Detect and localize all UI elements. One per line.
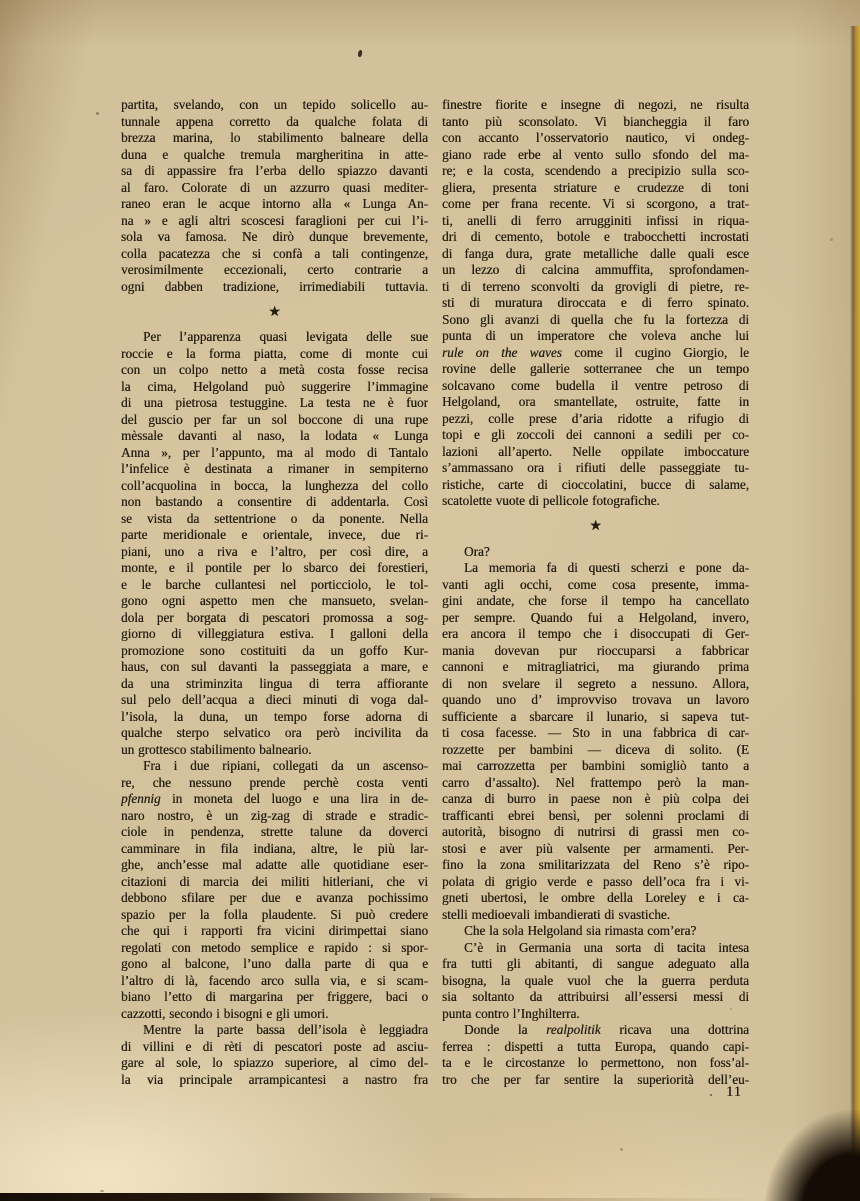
text-line: roccie e la forma piatta, come di monte cui	[121, 345, 428, 361]
paragraph	[442, 544, 749, 561]
paragraph	[442, 923, 749, 940]
text-line: raneo eran le acque intorno alla « Lunga An-	[121, 196, 428, 211]
text-line: topi e gli zoccoli dei cannoni a sedili per co-	[442, 427, 749, 442]
text-line: di fanga dura, grate metalliche dalle quali esce	[442, 245, 749, 261]
text-line: naro nostro, è un zig-zag di strade e stradic-	[121, 807, 428, 823]
text-line: Anna », per l’appunto, ma al modo di Tantalo	[121, 444, 428, 460]
paper-speck	[620, 1148, 623, 1151]
star-icon: ★	[589, 519, 602, 534]
text-line: biano l’etto di margarina per friggere, baci o	[121, 989, 428, 1004]
text-line: mai carrozzetta per bambini somigliò tanto a	[442, 758, 749, 773]
text-line: rovine delle gallerie sotterranee che un tempo	[442, 361, 749, 376]
text-line: ta e le circostanze lo permettono, non foss’al-	[442, 1055, 749, 1070]
paragraph	[121, 758, 428, 1022]
section-separator	[442, 510, 749, 544]
text-line: l’isola, la duna, un tempo forse adorna di	[121, 708, 428, 724]
text-line: tunnale appena corretto da qualche folata di	[121, 113, 428, 129]
text-line: citazioni di marcia dei militi hitleriani, che vi	[121, 873, 428, 889]
text-line: coll’acquolina in bocca, la lunghezza del collo	[121, 477, 428, 493]
bottom-edge-shadow	[0, 1193, 470, 1201]
paper-speck	[96, 112, 99, 115]
text-line: regolati con metodo semplice e rapido : si spor-	[121, 939, 428, 955]
paper-speck	[830, 238, 833, 241]
text-line: punta contro l’Inghilterra.	[442, 1005, 580, 1021]
text-line: del guscio per far un sol boccone di una rupe	[121, 411, 428, 427]
text-line: e le barche cullantesi nel porticciolo, le tol-	[121, 576, 428, 592]
text-line: un lezzo di calcina ammuffita, sprofondamen-	[442, 262, 749, 277]
text-line: rule on the waves come il cugino Giorgio, le	[442, 344, 749, 360]
text-line: vanti agli occhi, come cosa presente, imma-	[442, 576, 749, 592]
text-line: trafficanti ebrei bensì, per solenni proclami di	[442, 807, 749, 823]
text-line: gare al sole, lo spiazzo superiore, al cimo del-	[121, 1055, 428, 1070]
text-line: promozione sono costituiti da un goffo Kur-	[121, 642, 428, 658]
book-edge-right	[850, 26, 860, 1201]
text-line: Mentre la parte bassa dell’isola è leggiadra	[143, 1022, 428, 1037]
star-icon: ★	[268, 304, 281, 320]
paragraph	[442, 560, 749, 923]
text-line: giano rade erbe al vento sullo sfondo del ma-	[442, 146, 749, 162]
text-line: cannoni e mitragliatrici, ma giurando prima	[442, 659, 749, 674]
text-line: da una striminzita lingua di terra affiorante	[121, 675, 428, 691]
text-line: che qui i rapporti fra vicini dirimpettai siano	[121, 923, 428, 938]
text-line: cazzotti, secondo i bisogni e gli umori.	[121, 1005, 329, 1021]
text-line: Fra i due ripiani, collegati da un ascenso-	[143, 758, 428, 773]
text-line: di villini e di rèti di pescatori poste ad asciu-	[121, 1038, 428, 1054]
text-line: con accanto l’osservatorio nautico, vi ondeg-	[442, 130, 749, 145]
text-line: parte meridionale e orientale, invece, due ri-	[121, 527, 428, 542]
text-line: giorno di villeggiatura estiva. I galloni della	[121, 626, 428, 641]
text-line: haus, con sul davanti la passeggiata a mare, e	[121, 659, 428, 674]
text-line: gono ogni aspetto men che mansueto, svelan-	[121, 593, 428, 608]
paragraph	[442, 1022, 749, 1088]
text-line: punta di un imperatore che voleva anche lui	[442, 328, 749, 343]
text-line: gono al balcone, l’uno dalla parte di qua e	[121, 956, 428, 971]
text-line: gini andate, che forse il tempo ha cancellato	[442, 593, 749, 608]
text-line: piani, uno a riva e l’altro, per così dire, a	[121, 543, 428, 559]
text-line: qualche sterpo selvatico ora però incivilita da	[121, 725, 428, 740]
corner-shadow	[760, 1095, 860, 1201]
text-line: ti, anelli di ferro arrugginiti infissi in riqua-	[442, 212, 749, 228]
text-line: dri di cemento, botole e trabocchetti incrostati	[442, 229, 749, 244]
text-line: quando uno d’ improvviso trovava un lavoro	[442, 692, 749, 707]
text-line: na » e agli altri scoscesi faraglioni per cui l’i-	[121, 212, 428, 228]
paper-speck	[100, 1190, 104, 1192]
text-line: come per frana recente. Vi si scorgono, a trat-	[442, 196, 749, 211]
text-line: se vista da settentrione o da ponente. Nella	[121, 510, 428, 526]
text-line: verosimilmente eccezionali, certo contrarie a	[121, 262, 428, 277]
text-line: stelli medioevali imbandierati di svastiche.	[442, 906, 670, 922]
text-line: stosi e aver più valsente per armamenti. Per-	[442, 840, 749, 856]
text-line: mania dovevan pur rioccuparsi a fabbricar	[442, 642, 749, 658]
text-line: Helgoland, ora smantellate, ostruite, fatte in	[442, 394, 749, 409]
paragraph	[121, 329, 428, 758]
text-line: polata di grigio verde e passo dell’oca fra i vi-	[442, 873, 749, 889]
text-line: debbono sfilare per due e avanza pochissimo	[121, 890, 428, 905]
text-line: Donde la realpolitik ricava una dottrina	[464, 1022, 749, 1037]
text-line: mèssale davanti al naso, la lodata « Lunga	[121, 428, 428, 443]
text-line: ti cosa facesse. — Sto in una fabbrica di car-	[442, 725, 749, 740]
paragraph	[442, 97, 749, 510]
text-line: di non svelare il segreto a nessuno. Allora,	[442, 675, 749, 691]
text-line: carro d’assalto). Nel frattempo però la man-	[442, 774, 749, 790]
text-line: solcavano come budella il ventre petroso di	[442, 377, 749, 393]
text-line: sul pelo dell’acqua a dieci minuti di voga dal-	[121, 692, 428, 707]
text-column-right	[442, 97, 749, 1088]
text-line: sti di muratura diroccata e di ferro spinato.	[442, 295, 749, 310]
text-column-left	[121, 97, 428, 1088]
text-line: l’altro di là, facendo arco sulla via, e si scam-	[121, 972, 428, 988]
text-line: C’è in Germania una sorta di tacita intesa	[464, 939, 749, 955]
text-line: gneti ubertosi, le ombre della Loreley e i ca-	[442, 890, 749, 905]
text-line: s’ammassano ora i rifiuti delle passeggiate tu-	[442, 460, 749, 475]
text-line: pfennig in moneta del luogo e una lira in de-	[121, 791, 428, 806]
text-line: al faro. Colorate di un azzurro quasi mediter-	[121, 179, 428, 195]
text-line: sia soltanto da attribuirsi all’essersi messi di	[442, 989, 749, 1004]
text-line: la cima, Helgoland può suggerire l’immagine	[121, 378, 428, 394]
text-line: fino la zona smilitarizzata del Reno s’è ripo-	[442, 857, 749, 872]
text-line: Che la sola Helgoland sia rimasta com’era?	[464, 923, 697, 938]
text-line: ristiche, carte di cioccolatini, bucce di salame,	[442, 476, 749, 492]
text-line: ghe, anch’esse mal adatte alle quotidiane eser-	[121, 857, 428, 872]
page-number: 11	[726, 1084, 742, 1100]
section-separator	[121, 295, 428, 329]
text-line: re, che nessuno prende perchè costa venti	[121, 774, 428, 790]
text-line: Sono gli avanzi di quella che fu la fortezza di	[442, 311, 749, 327]
text-line: Per l’apparenza quasi levigata delle sue	[143, 329, 428, 344]
text-line: fra tutti gli abitanti, di sangue adeguato alla	[442, 956, 749, 971]
text-line: la via principale arrampicantesi a nastro fra	[121, 1071, 428, 1087]
text-line: finestre fiorite e insegne di negozi, ne risulta	[442, 97, 749, 112]
text-line: per sempre. Quando fui a Helgoland, invero,	[442, 609, 749, 625]
text-line: autorità, bisogno di nutrirsi di grassi men co-	[442, 824, 749, 839]
text-line: sufficiente a sbarcare il lunario, si sapeva tut-	[442, 708, 749, 724]
text-line: l’infelice è destinata a rimaner in sempiterno	[121, 461, 428, 476]
text-line: era ancora il tempo che i disoccupati di Ger-	[442, 626, 749, 641]
text-line: La memoria fa di questi scherzi e pone da-	[464, 560, 749, 575]
text-line: gliera, presenta striature e crudezze di toni	[442, 179, 749, 195]
text-line: tro che per far sentire la superiorità dell’eu-	[442, 1071, 749, 1087]
text-line: partita, svelando, con un tepido solicello au-	[121, 97, 428, 112]
text-line: rozzette per bambini — diceva di solito. (E	[442, 741, 749, 757]
text-line: colla pacatezza che si confà a tali contingenze,	[121, 245, 428, 261]
text-line: camminare in fila indiana, altre, le più lar-	[121, 840, 428, 856]
text-line: canza di burro in paese non è più colpa dei	[442, 791, 749, 806]
text-line: re; e la costa, scendendo a precipizio sulla sco-	[442, 163, 749, 178]
text-line: pezzi, colle prese d’aria ridotte a rifugio di	[442, 410, 749, 426]
ink-speck	[358, 50, 363, 57]
text-line: sola va famosa. Ne dirò dunque brevemente,	[121, 229, 428, 244]
text-line: brezza marina, lo stabilimento balneare della	[121, 130, 428, 145]
text-line: spazio per la folla plaudente. Si può credere	[121, 906, 428, 922]
text-line: ciole in pendenza, strette talune da doverci	[121, 824, 428, 839]
paragraph	[121, 97, 428, 295]
text-line: monte, e il pontile per lo sbarco dei forestieri,	[121, 560, 428, 575]
text-line: scatolette vuote di pellicole fotografiche.	[442, 493, 660, 508]
text-line: ti di terreno sconvolti da grovigli di pietre, re-	[442, 278, 749, 294]
text-line: tanto più sconsolato. Vi biancheggia il faro	[442, 113, 749, 129]
text-line: di una pietrosa testuggine. La testa ne è fuor	[121, 395, 428, 410]
text-line: non bastando a consentire di addentarla. Così	[121, 494, 428, 509]
text-line: lazioni all’aperto. Nelle oppilate imboccature	[442, 443, 749, 459]
text-line: Ora?	[464, 543, 490, 559]
paragraph	[442, 940, 749, 1023]
text-line: ferrea : dispetti a tutta Europa, quando capi-	[442, 1038, 749, 1054]
text-line: ogni dabben tradizione, irrimediabili tuttavia.	[121, 278, 428, 294]
text-line: bisogna, la quale vuol che la guerra perduta	[442, 972, 749, 988]
text-line: duna e qualche tremula margheritina in atte-	[121, 146, 428, 162]
text-line: con un colpo netto a metà costa fosse recisa	[121, 362, 428, 377]
text-line: sa di appassire fra l’erba dello spiazzo davanti	[121, 163, 428, 178]
paragraph	[121, 1022, 428, 1088]
text-line: un grottesco stabilimento balneario.	[121, 741, 312, 757]
text-line: dola per borgata di pescatori promossa a sog-	[121, 609, 428, 625]
